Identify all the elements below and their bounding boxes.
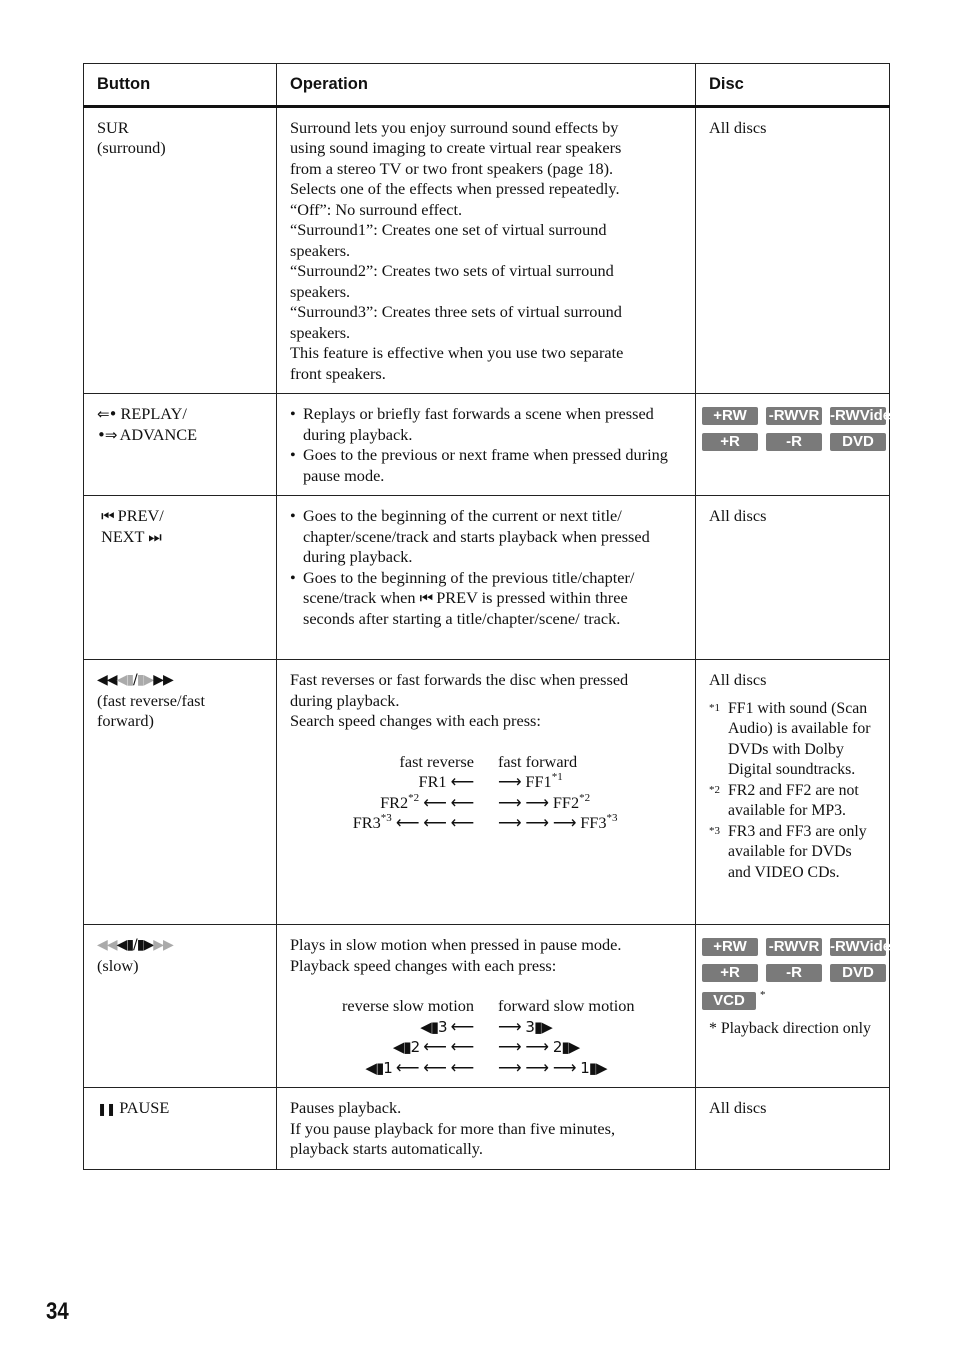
operation-line: speakers. bbox=[290, 322, 351, 342]
speed-entry: ◀▮1 ⟵ ⟵ ⟵ bbox=[365, 1057, 474, 1077]
fast-forward-icon: ▶▶ bbox=[153, 937, 173, 953]
operation-bullet: • Replays or briefly fast forwards a scene when pressed during playback. bbox=[290, 404, 682, 445]
operation-text: PREV is pressed within three seconds after starting a title/chapter/scene/ track. bbox=[303, 588, 628, 628]
disc-cell bbox=[696, 1088, 890, 1170]
button-label: (fast reverse/fast bbox=[97, 690, 206, 710]
disc-label: All discs bbox=[709, 117, 767, 137]
disc-badge-minus-rw-video: -RWVideo bbox=[830, 407, 901, 424]
button-label: ADVANCE bbox=[119, 424, 198, 444]
operation-line: Search speed changes with each press: bbox=[290, 711, 541, 730]
operation-line: “Surround3”: Creates three sets of virtual surround bbox=[290, 302, 622, 321]
disc-cell bbox=[696, 394, 901, 496]
button-label: forward) bbox=[97, 711, 154, 730]
header-button: Button bbox=[84, 64, 277, 107]
replay-icon: ⇐• bbox=[97, 405, 117, 423]
operation-line: from a stereo TV or two front speakers (page 18). bbox=[290, 158, 614, 178]
button-label: PAUSE bbox=[119, 1098, 170, 1117]
operation-cell bbox=[277, 925, 696, 1088]
pause-icon: ❚❚ bbox=[97, 1102, 116, 1116]
operation-bullet: • Goes to the beginning of the current or next title/ chapter/scene/track and starts playback when pressed during playback. bbox=[290, 506, 682, 568]
operation-line: during playback. bbox=[290, 690, 400, 710]
operation-line: Fast reverses or fast forwards the disc when pressed bbox=[290, 670, 629, 689]
disc-badge-plus-rw: +RW bbox=[702, 407, 758, 425]
footnote: *2 FR2 and FF2 are not available for MP3. bbox=[709, 781, 859, 819]
disc-badge-minus-rw-vr: -RWVR bbox=[766, 938, 822, 956]
operation-cell bbox=[277, 394, 696, 496]
advance-icon: •⇒ bbox=[97, 425, 117, 444]
button-label: NEXT bbox=[101, 526, 145, 546]
speed-entry: ⟶ ⟶ 2▮▶ bbox=[498, 1037, 580, 1056]
speed-entry: ◀▮3 ⟵ bbox=[420, 1016, 474, 1036]
speed-header: fast forward bbox=[498, 751, 578, 771]
button-label: REPLAY/ bbox=[120, 404, 187, 423]
speed-header: forward slow motion bbox=[498, 996, 635, 1015]
operation-line: “Off”: No surround effect. bbox=[290, 199, 463, 219]
table-row-slow bbox=[84, 925, 890, 1088]
speed-header: reverse slow motion bbox=[341, 996, 474, 1015]
disc-badge-plus-rw: +RW bbox=[702, 938, 758, 956]
disc-badge-minus-rw-vr: -RWVR bbox=[766, 407, 822, 425]
operation-line: This feature is effective when you use two separate bbox=[290, 343, 624, 362]
speed-entry: ⟶ ⟶ FF2$^{*2}$ bbox=[498, 791, 591, 812]
operation-cell bbox=[277, 660, 696, 925]
speed-entry: ⟶ ⟶ ⟶ 1▮▶ bbox=[498, 1057, 607, 1077]
speed-entry: FR2$^{*2}$ ⟵ ⟵ bbox=[380, 791, 474, 812]
operation-line: speakers. bbox=[290, 240, 351, 260]
disc-badge-dvd: DVD bbox=[830, 433, 886, 451]
table-row-pause bbox=[84, 1088, 890, 1170]
operation-line: Plays in slow motion when pressed in pause mode. bbox=[290, 935, 622, 954]
operation-line: speakers. bbox=[290, 281, 351, 301]
speed-entry: FR3$^{*3}$ ⟵ ⟵ ⟵ bbox=[352, 812, 474, 832]
next-icon: ⏭ bbox=[148, 527, 161, 546]
disc-badge-minus-r: -R bbox=[766, 964, 822, 982]
step-forward-icon: ▮▶ bbox=[136, 937, 154, 953]
disc-badge-minus-r: -R bbox=[766, 433, 822, 451]
step-forward-icon: ▮▶ bbox=[136, 672, 154, 688]
speed-header: fast reverse bbox=[399, 751, 474, 771]
button-cell bbox=[84, 496, 277, 660]
operation-bullet bbox=[290, 568, 682, 630]
operation-line: Selects one of the effects when pressed repeatedly. bbox=[290, 179, 620, 198]
table-row-prev-next bbox=[84, 496, 890, 660]
speed-entry: ⟶ FF1$^{*1}$ bbox=[498, 771, 563, 791]
button-label: PREV/ bbox=[117, 506, 164, 525]
vcd-footnote-mark: * bbox=[760, 989, 766, 1001]
fast-reverse-icon: ◀◀ bbox=[97, 937, 117, 953]
button-cell bbox=[84, 660, 277, 925]
operation-line: “Surround2”: Creates two sets of virtual surround bbox=[290, 261, 614, 280]
button-cell bbox=[84, 1088, 277, 1170]
disc-label: All discs bbox=[709, 670, 767, 689]
button-label: SUR bbox=[97, 117, 129, 137]
table-header-row bbox=[84, 64, 890, 107]
fast-reverse-icon: ◀◀ bbox=[97, 672, 117, 688]
step-reverse-icon: ◀▮ bbox=[116, 937, 134, 953]
prev-icon: ⏮ bbox=[101, 507, 114, 525]
header-disc: Disc bbox=[696, 64, 890, 107]
page-number: 34 bbox=[46, 1298, 69, 1325]
operation-line: If you pause playback for more than five minutes, bbox=[290, 1118, 616, 1138]
disc-badge-plus-r: +R bbox=[702, 964, 758, 982]
fast-forward-icon: ▶▶ bbox=[153, 672, 173, 688]
operation-text: Goes to the beginning of the previous title/chapter/ scene/track when bbox=[303, 567, 635, 607]
disc-cell bbox=[696, 496, 890, 660]
operations-table bbox=[83, 63, 901, 1170]
button-cell bbox=[84, 106, 277, 394]
disc-badges bbox=[702, 938, 901, 1011]
button-label: (slow) bbox=[97, 955, 139, 975]
operation-bullet: • Goes to the previous or next frame when pressed during pause mode. bbox=[290, 445, 682, 486]
speed-entry: ⟶ 3▮▶ bbox=[498, 1016, 552, 1036]
button-cell bbox=[84, 925, 277, 1088]
operation-line: playback starts automatically. bbox=[290, 1139, 483, 1158]
table-row-sur bbox=[84, 106, 890, 394]
disc-badge-plus-r: +R bbox=[702, 433, 758, 451]
speed-table bbox=[290, 996, 682, 1078]
operation-line: front speakers. bbox=[290, 363, 386, 383]
operation-line: using sound imaging to create virtual rear speakers bbox=[290, 138, 622, 157]
table-row-fast bbox=[84, 660, 890, 925]
button-sublabel: (surround) bbox=[97, 138, 166, 157]
operation-cell bbox=[277, 496, 696, 660]
operation-cell bbox=[277, 1088, 696, 1170]
operation-line: “Surround1”: Creates one set of virtual surround bbox=[290, 220, 607, 239]
operation-line: Playback speed changes with each press: bbox=[290, 955, 557, 975]
vcd-badge-group bbox=[702, 989, 766, 1011]
speed-entry: FR1 ⟵ bbox=[418, 772, 474, 791]
operation-line: Pauses playback. bbox=[290, 1098, 402, 1117]
footnote: *1 FF1 with sound (Scan Audio) is available for DVDs with Dolby Digital soundtracks. bbox=[709, 699, 871, 778]
disc-badge-vcd: VCD bbox=[702, 992, 756, 1010]
table-row-replay-advance bbox=[84, 394, 890, 496]
prev-icon: ⏮ bbox=[419, 589, 433, 607]
operation-line: Surround lets you enjoy surround sound effects by bbox=[290, 117, 619, 137]
operation-cell bbox=[277, 106, 696, 394]
disc-badge-minus-rw-video: -RWVideo bbox=[830, 938, 901, 955]
step-reverse-icon: ◀▮ bbox=[116, 672, 134, 688]
disc-cell bbox=[696, 660, 890, 925]
footnote: *3 FR3 and FF3 are only available for DVDs and VIDEO CDs. bbox=[709, 822, 867, 881]
disc-badge-dvd: DVD bbox=[830, 964, 886, 982]
speed-table bbox=[290, 752, 682, 834]
disc-cell bbox=[696, 106, 890, 394]
disc-cell bbox=[696, 925, 901, 1088]
speed-entry: ◀▮2 ⟵ ⟵ bbox=[392, 1037, 474, 1056]
button-cell bbox=[84, 394, 277, 496]
disc-label: All discs bbox=[709, 1098, 767, 1117]
separator: / bbox=[133, 672, 137, 688]
disc-badges bbox=[702, 407, 901, 451]
speed-entry: ⟶ ⟶ ⟶ FF3$^{*3}$ bbox=[498, 812, 618, 832]
separator: / bbox=[133, 937, 137, 953]
footnote: * Playback direction only bbox=[709, 1019, 871, 1037]
header-operation: Operation bbox=[277, 64, 696, 107]
disc-label: All discs bbox=[709, 506, 767, 525]
